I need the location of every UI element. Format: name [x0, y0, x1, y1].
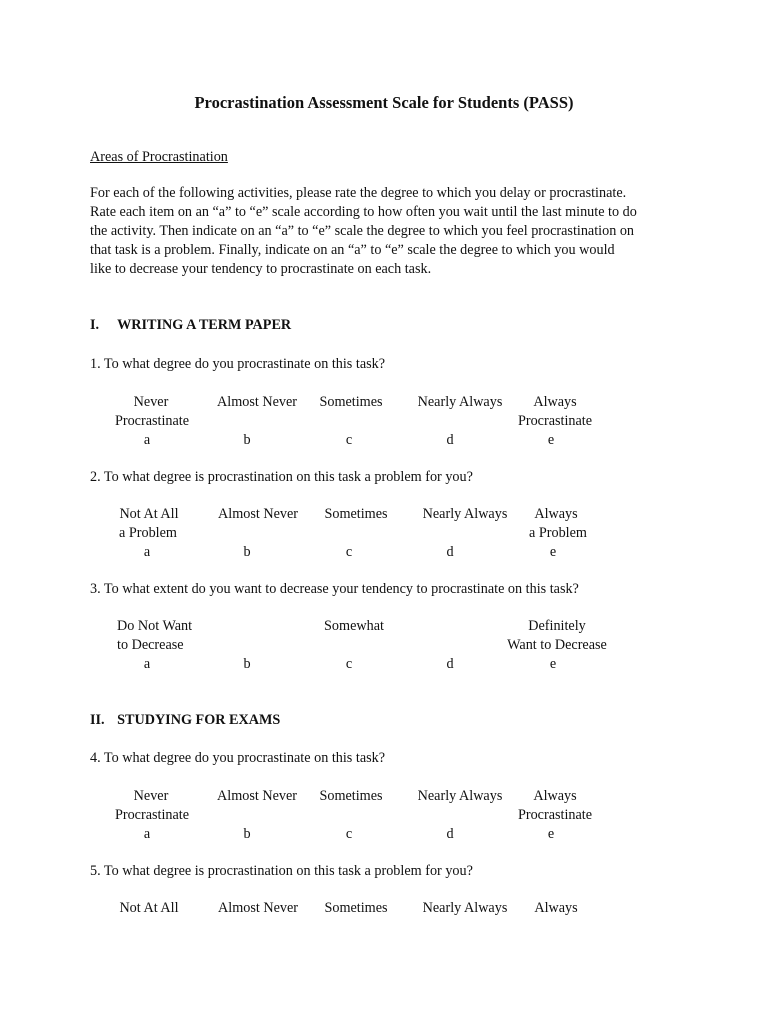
scale-label: Always: [533, 788, 577, 804]
option-letter[interactable]: a: [143, 826, 151, 842]
scale-label-line2: Want to Decrease: [507, 637, 607, 653]
scale-label-line2: to Decrease: [117, 637, 184, 653]
scale-label-line2: a Problem: [119, 525, 177, 541]
option-letter[interactable]: b: [243, 432, 251, 448]
option-letter[interactable]: e: [547, 432, 555, 448]
scale-label: Not At All: [119, 900, 179, 916]
scale-label: Almost Never: [218, 900, 298, 916]
section-numeral: I.: [90, 317, 100, 333]
scale-label: Somewhat: [324, 618, 384, 634]
section-heading-writing: [90, 316, 291, 335]
option-letter[interactable]: c: [345, 826, 353, 842]
instructions-line: Rate each item on an “a” to “e” scale according to how often you wait until the last minute to do: [90, 204, 637, 220]
instructions-line: the activity. Then indicate on an “a” to “e” scale the degree to which you feel procrastination on: [90, 223, 635, 239]
section-heading-studying: [90, 711, 280, 730]
instructions-line: For each of the following activities, please rate the degree to which you delay or procrastinate.: [90, 185, 627, 201]
scale-label: Sometimes: [319, 394, 383, 410]
scale-label: Never: [133, 394, 169, 410]
scale-label-line2: Procrastinate: [517, 807, 593, 823]
option-letter[interactable]: a: [143, 432, 151, 448]
option-letter[interactable]: d: [446, 544, 454, 560]
scale-label: Sometimes: [324, 506, 388, 522]
question-4: 4. To what degree do you procrastinate on this task?: [90, 750, 386, 766]
instructions-paragraph: [90, 184, 682, 279]
instructions-line: that task is a problem. Finally, indicate on an “a” to “e” scale the degree to which you would: [90, 242, 615, 258]
section-subheading: Areas of Procrastination: [90, 149, 228, 165]
section-title: WRITING A TERM PAPER: [117, 317, 292, 333]
option-letter[interactable]: e: [549, 544, 557, 560]
option-letter[interactable]: d: [446, 432, 454, 448]
option-letter[interactable]: c: [345, 656, 353, 672]
scale-label: Always: [534, 506, 578, 522]
scale-label: Nearly Always: [417, 788, 503, 804]
section-numeral: II.: [90, 712, 105, 728]
scale-label: Sometimes: [324, 900, 388, 916]
scale-label: Not At All: [119, 506, 179, 522]
scale-label: Always: [534, 900, 578, 916]
scale-label: Nearly Always: [417, 394, 503, 410]
option-letter[interactable]: d: [446, 656, 454, 672]
document-title: Procrastination Assessment Scale for Students (PASS): [194, 93, 574, 112]
option-letter[interactable]: c: [345, 432, 353, 448]
question-1: 1. To what degree do you procrastinate on this task?: [90, 356, 386, 372]
scale-label: Definitely: [528, 618, 586, 634]
question-5: 5. To what degree is procrastination on this task a problem for you?: [90, 863, 473, 879]
option-letter[interactable]: c: [345, 544, 353, 560]
scale-label: Almost Never: [217, 394, 297, 410]
question-3: 3. To what extent do you want to decrease your tendency to procrastinate on this task?: [90, 581, 579, 597]
scale-label: Nearly Always: [422, 506, 508, 522]
scale-label: Do Not Want: [117, 618, 193, 634]
scale-label: Nearly Always: [422, 900, 508, 916]
option-letter[interactable]: a: [143, 544, 151, 560]
option-letter[interactable]: b: [243, 656, 251, 672]
question-2: 2. To what degree is procrastination on this task a problem for you?: [90, 469, 473, 485]
scale-label: Almost Never: [217, 788, 297, 804]
instructions-line: like to decrease your tendency to procrastinate on each task.: [90, 261, 432, 277]
scale-label-line2: Procrastinate: [114, 807, 190, 823]
scale-label: Sometimes: [319, 788, 383, 804]
scale-label: Always: [533, 394, 577, 410]
option-letter[interactable]: b: [243, 544, 251, 560]
option-letter[interactable]: e: [547, 826, 555, 842]
scale-label-line2: Procrastinate: [517, 413, 593, 429]
scale-label-line2: a Problem: [529, 525, 587, 541]
option-letter[interactable]: b: [243, 826, 251, 842]
option-letter[interactable]: e: [549, 656, 557, 672]
section-title: STUDYING FOR EXAMS: [117, 712, 281, 728]
scale-label-line2: Procrastinate: [114, 413, 190, 429]
scale-label: Almost Never: [218, 506, 298, 522]
option-letter[interactable]: d: [446, 826, 454, 842]
scale-label: Never: [133, 788, 169, 804]
option-letter[interactable]: a: [143, 656, 151, 672]
